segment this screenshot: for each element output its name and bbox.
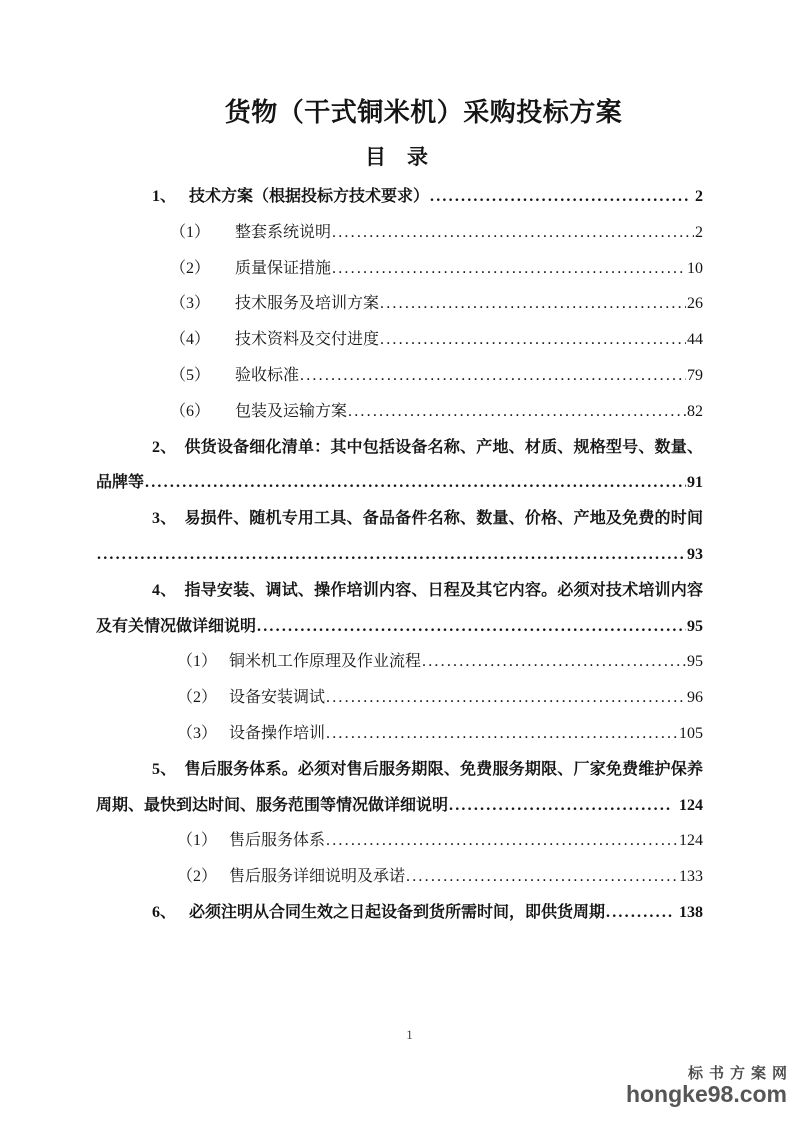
entry-number: 1、 xyxy=(152,188,177,205)
entry-label: 品牌等 xyxy=(96,474,145,492)
entry-number: 6、 xyxy=(152,903,177,921)
entry-label: 及有关情况做详细说明 xyxy=(96,617,257,635)
entry-number: （1） xyxy=(177,832,218,850)
toc-entry[interactable] xyxy=(96,859,703,895)
entry-page: 138 xyxy=(679,903,703,921)
toc-entry[interactable] xyxy=(96,179,703,215)
toc-entry[interactable] xyxy=(96,215,703,251)
entry-number: （2） xyxy=(170,259,211,277)
dot-leader xyxy=(326,823,678,859)
entry-label: 周期、最快到达时间、服务范围等情况做详细说明 xyxy=(96,796,449,814)
entry-page: 82 xyxy=(687,402,703,420)
dot-leader xyxy=(145,465,686,501)
toc-entry[interactable] xyxy=(96,823,703,859)
entry-page: 10 xyxy=(687,259,703,277)
entry-number: 4、 xyxy=(152,581,177,599)
entry-page: 91 xyxy=(687,474,703,492)
entry-label: 包装及运输方案 xyxy=(235,402,348,420)
entry-label: 指导安装、调试、操作培训内容、日程及其它内容。必须对技术培训内容 xyxy=(184,581,703,599)
entry-label: 售后服务详细说明及承诺 xyxy=(229,868,406,886)
dot-leader xyxy=(97,537,686,573)
toc-entry-continuation[interactable] xyxy=(96,788,703,824)
watermark-site-url: hongke98.com xyxy=(625,1080,787,1107)
entry-number: 2、 xyxy=(152,438,177,456)
toc-entry-continuation[interactable] xyxy=(96,537,703,573)
toc-entry[interactable] xyxy=(96,895,703,931)
entry-number: （1） xyxy=(177,653,218,671)
entry-page: 2 xyxy=(695,188,703,205)
entry-page: 124 xyxy=(679,796,703,814)
entry-page: 124 xyxy=(679,832,703,850)
dot-leader xyxy=(380,322,686,358)
dot-leader xyxy=(326,716,678,752)
toc-entry[interactable] xyxy=(96,680,703,716)
entry-label: 设备安装调试 xyxy=(229,689,326,707)
toc-entry[interactable] xyxy=(96,644,703,680)
toc-entry[interactable] xyxy=(96,752,703,788)
entry-label: 供货设备细化清单：其中包括设备名称、产地、材质、规格型号、数量、 xyxy=(184,438,703,456)
entry-page: 44 xyxy=(687,331,703,349)
entry-page: 96 xyxy=(687,689,703,707)
entry-page: 133 xyxy=(679,868,703,886)
entry-number: （1） xyxy=(170,223,211,241)
dot-leader xyxy=(606,895,673,931)
toc-entry[interactable] xyxy=(96,394,703,430)
entry-label: 技术方案（根据投标方技术要求） xyxy=(189,188,430,205)
entry-number: （6） xyxy=(170,402,211,420)
toc-heading: 目 录 xyxy=(365,145,428,169)
dot-leader xyxy=(257,609,686,645)
dot-leader xyxy=(332,251,686,287)
entry-label: 设备操作培训 xyxy=(229,724,326,742)
toc-entry[interactable] xyxy=(96,430,703,466)
entry-label: 技术服务及培训方案 xyxy=(235,295,380,313)
dot-leader xyxy=(332,215,694,251)
entry-label: 易损件、随机专用工具、备品备件名称、数量、价格、产地及免费的时间 xyxy=(184,510,703,528)
entry-page: 95 xyxy=(687,617,703,635)
entry-number: （3） xyxy=(170,295,211,313)
toc-entry-continuation[interactable] xyxy=(96,609,703,645)
dot-leader xyxy=(430,179,689,215)
entry-label: 售后服务体系 xyxy=(229,832,326,850)
entry-label: 铜米机工作原理及作业流程 xyxy=(229,653,422,671)
toc-entry[interactable] xyxy=(96,251,703,287)
entry-number: （4） xyxy=(170,331,211,349)
entry-number: （2） xyxy=(177,868,218,886)
entry-page: 2 xyxy=(695,223,703,241)
entry-page: 26 xyxy=(687,295,703,313)
entry-number: （2） xyxy=(177,689,218,707)
entry-label: 验收标准 xyxy=(235,366,300,384)
table-of-contents xyxy=(96,179,703,931)
entry-label: 整套系统说明 xyxy=(235,223,332,241)
entry-label: 售后服务体系。必须对售后服务期限、免费服务期限、厂家免费维护保养 xyxy=(184,760,703,778)
toc-entry[interactable] xyxy=(96,286,703,322)
toc-entry[interactable] xyxy=(96,501,703,537)
dot-leader xyxy=(326,680,686,716)
dot-leader xyxy=(348,394,686,430)
toc-entry[interactable] xyxy=(96,573,703,609)
entry-number: （5） xyxy=(170,366,211,384)
entry-page: 79 xyxy=(687,366,703,384)
page-title: 货物（干式铜米机）采购投标方案 xyxy=(224,98,623,127)
entry-page: 95 xyxy=(687,653,703,671)
watermark-site-name: 标书方案网 xyxy=(687,1065,793,1083)
entry-number: 3、 xyxy=(152,510,177,528)
entry-label: 必须注明从合同生效之日起设备到货所需时间，即供货周期 xyxy=(189,903,606,921)
toc-entry[interactable] xyxy=(96,716,703,752)
dot-leader xyxy=(449,788,673,824)
toc-entry-continuation[interactable] xyxy=(96,465,703,501)
dot-leader xyxy=(406,859,678,895)
toc-entry[interactable] xyxy=(96,322,703,358)
entry-number: （3） xyxy=(177,724,218,742)
entry-label: 质量保证措施 xyxy=(235,259,332,277)
entry-page: 105 xyxy=(679,724,703,742)
dot-leader xyxy=(422,644,686,680)
entry-label: 技术资料及交付进度 xyxy=(235,331,380,349)
toc-entry[interactable] xyxy=(96,358,703,394)
watermark xyxy=(625,1065,793,1107)
entry-page: 93 xyxy=(687,545,703,563)
dot-leader xyxy=(380,286,686,322)
entry-number: 5、 xyxy=(152,760,177,778)
dot-leader xyxy=(300,358,686,394)
page-number-footer: 1 xyxy=(406,1027,413,1042)
